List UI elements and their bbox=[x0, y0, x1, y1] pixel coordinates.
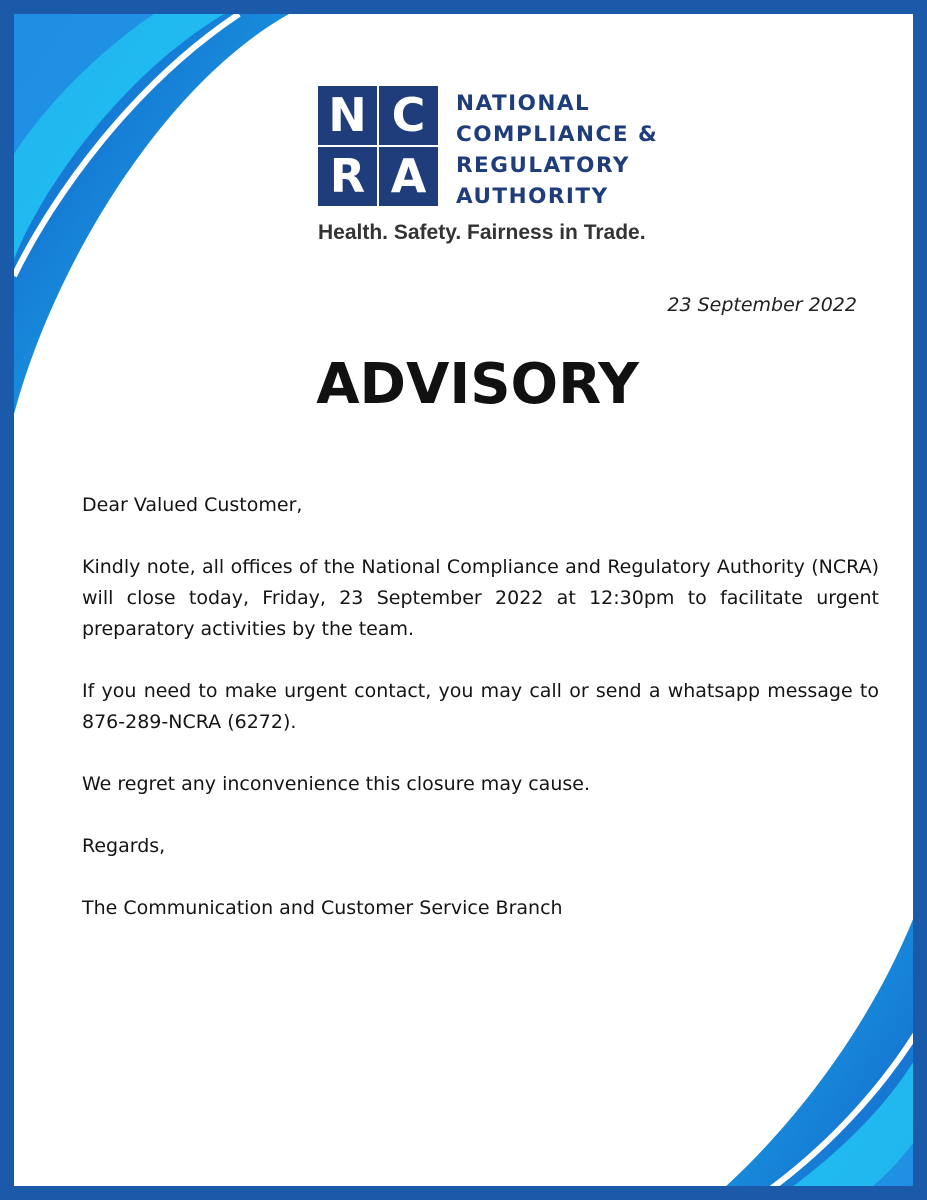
closing: Regards, bbox=[82, 835, 166, 857]
logo-name-line-1: NATIONAL bbox=[456, 91, 591, 116]
logo-letter-c: C bbox=[379, 86, 438, 145]
logo-letter-a: A bbox=[379, 147, 438, 206]
advisory-title: ADVISORY bbox=[316, 352, 639, 417]
logo-organization-name bbox=[456, 88, 658, 212]
advisory-body bbox=[82, 490, 879, 955]
tagline: Health. Safety. Fairness in Trade. bbox=[318, 221, 646, 244]
contact-paragraph: If you need to make urgent contact, you may call or send a whatsapp message to 876-289-NCRA (6272). bbox=[82, 680, 879, 733]
greeting: Dear Valued Customer, bbox=[82, 494, 303, 516]
logo-name-line-3: REGULATORY bbox=[456, 153, 630, 178]
logo-name-line-4: AUTHORITY bbox=[456, 184, 609, 209]
signature: The Communication and Customer Service Branch bbox=[82, 897, 563, 919]
apology-paragraph: We regret any inconvenience this closure may cause. bbox=[82, 773, 590, 795]
logo-letter-grid bbox=[318, 86, 438, 206]
logo-name-line-2: COMPLIANCE & bbox=[456, 122, 659, 147]
closure-notice-paragraph: Kindly note, all offices of the National Compliance and Regulatory Authority (NCRA) will close today, Friday, 23 September 2022 at 12:30pm to facilitate urgent preparatory activities by the team. bbox=[82, 556, 879, 640]
logo-letter-n: N bbox=[318, 86, 377, 145]
logo-letter-r: R bbox=[318, 147, 377, 206]
advisory-date: 23 September 2022 bbox=[667, 294, 857, 316]
